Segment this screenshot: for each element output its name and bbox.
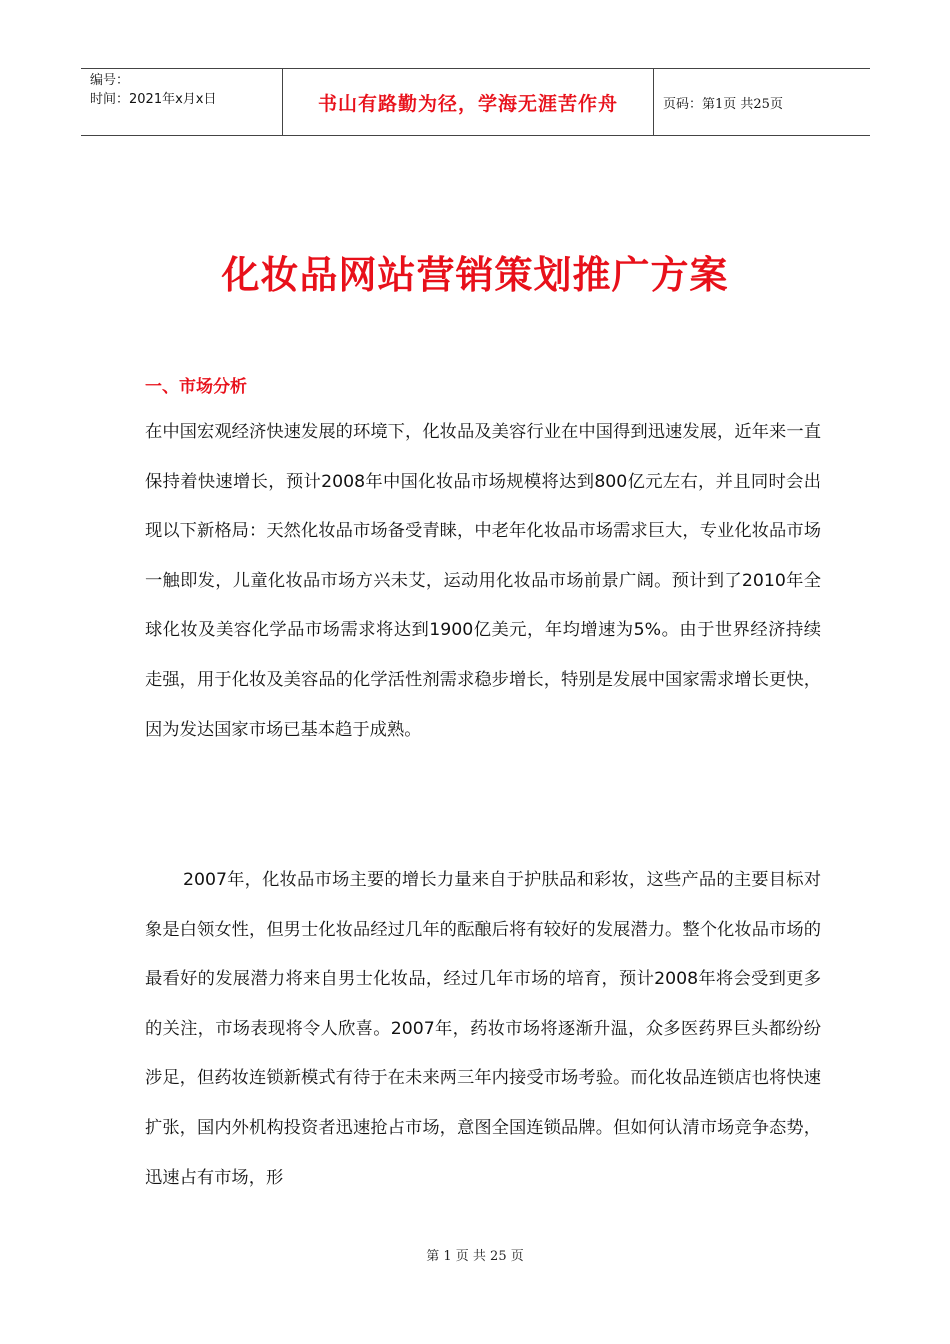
body-paragraph-2: 2007年，化妆品市场主要的增长力量来自于护肤品和彩妆，这些产品的主要目标对象是白领女性，但男士化妆品经过几年的酝酿后将有较好的发展潜力。整个化妆品市场的最看好的发展潜力将来自男士化妆品，经过几年市场的培育，预计2008年将会受到更多的关注，市场表现将令人欣喜。2007年，药妆市场将逐渐升温，众多医药界巨头都纷纷涉足，但药妆连锁新模式有待于在未来两三年内接受市场考验。而化妆品连锁店也将快速扩张，国内外机构投资者迅速抢占市场，意图全国连锁品牌。但如何认清市场竞争态势，迅速占有市场，形 [145,870,821,1188]
section-heading-market-analysis: 一、市场分析 [145,377,247,397]
document-title: 化妆品网站营销策划推广方案 [221,253,729,297]
header-date: 时间：2021年x月x日 [90,92,217,107]
header-page-info: 页码：第1页 共25页 [663,96,783,112]
body-paragraph-1: 在中国宏观经济快速发展的环境下，化妆品及美容行业在中国得到迅速发展，近年来一直保持着快速增长，预计2008年中国化妆品市场规模将达到800亿元左右，并且同时会出现以下新格局：天然化妆品市场备受青睐，中老年化妆品市场需求巨大，专业化妆品市场一触即发，儿童化妆品市场方兴未艾，运动用化妆品市场前景广阔。预计到了2010年全球化妆及美容化学品市场需求将达到1900亿美元，年均增速为5%。由于世界经济持续走强，用于化妆及美容品的化学活性剂需求稳步增长，特别是发展中国家需求增长更快，因为发达国家市场已基本趋于成熟。 [145,422,821,740]
header-meta [81,69,282,135]
header-number-label: 编号： [90,73,130,88]
document-header [81,68,870,136]
page-footer: 第 1 页 共 25 页 [426,1249,524,1264]
header-motto: 书山有路勤为径，学海无涯苦作舟 [282,69,654,135]
